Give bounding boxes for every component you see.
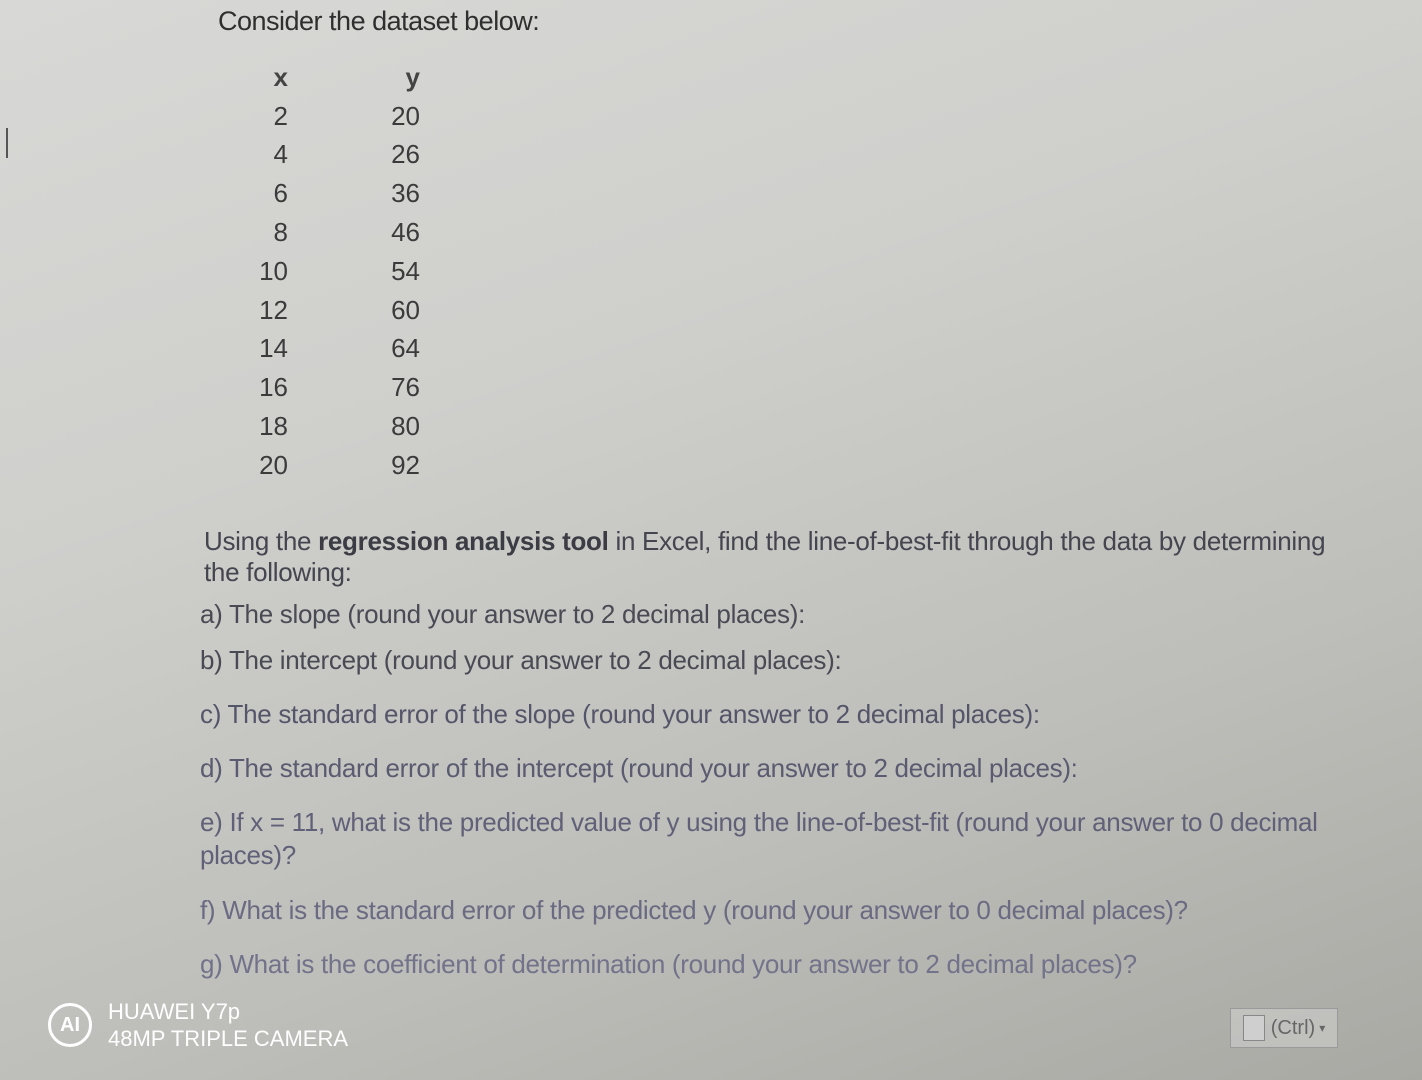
paste-options-label: (Ctrl) [1270,1016,1316,1039]
table-row [240,136,420,175]
table-row [240,407,420,446]
table-row [240,291,420,330]
cell-x: 2 [273,100,288,131]
cell-x: 20 [259,449,288,480]
question-e: e) If x = 11, what is the predicted value of y using the line-of-best-fit (round your answer to 0 decimal places)? [200,807,1318,870]
table-row [240,330,420,369]
cell-x: 14 [259,333,288,364]
cell-x: 18 [259,411,288,442]
cell-x: 12 [259,294,288,325]
question-c: c) The standard error of the slope (round your answer to 2 decimal places): [200,699,1040,729]
watermark-text [108,998,348,1052]
instructions-bold: regression analysis tool [318,526,609,556]
question-g: g) What is the coefficient of determination (round your answer to 2 decimal places)? [200,949,1137,979]
cell-x: 16 [259,372,288,403]
header-y: y [405,61,420,92]
question-block [200,526,1330,980]
cell-y: 54 [391,255,420,286]
table-header-row [240,58,420,97]
table-row [240,213,420,252]
table-row [240,174,420,213]
dataset-table [240,58,420,485]
cell-y: 92 [391,449,420,480]
question-d: d) The standard error of the intercept (round your answer to 2 decimal places): [200,753,1078,783]
table-row [240,252,420,291]
cell-y: 76 [391,372,420,403]
watermark-line1: HUAWEI Y7p [108,999,241,1024]
table-row [240,446,420,485]
instructions-part2: in Excel, find the line-of-best-fit through the data by determining the following: [204,526,1326,587]
cell-y: 46 [391,217,420,248]
table-row [240,368,420,407]
cell-y: 20 [391,100,420,131]
question-f: f) What is the standard error of the predicted y (round your answer to 0 decimal places)? [200,895,1188,925]
cell-y: 80 [391,411,420,442]
cell-y: 26 [391,139,420,170]
table-row [240,97,420,136]
ai-badge-icon: AI [48,1003,92,1047]
chevron-down-icon: ▾ [1319,1021,1326,1035]
header-x: x [273,61,288,92]
question-a: a) The slope (round your answer to 2 decimal places): [200,599,806,629]
cell-y: 36 [391,178,420,209]
instructions-part1: Using the [204,526,319,556]
instructions [204,526,1330,588]
cell-y: 64 [391,333,420,364]
intro-text: Consider the dataset below: [218,6,540,36]
question-b: b) The intercept (round your answer to 2 decimal places): [200,645,842,675]
cell-x: 6 [273,178,288,209]
camera-watermark [48,998,348,1052]
cell-x: 10 [259,255,288,286]
cell-y: 60 [391,294,420,325]
cell-x: 8 [273,217,288,248]
paste-options-button[interactable] [1230,1008,1338,1048]
watermark-line2: 48MP TRIPLE CAMERA [108,1026,349,1051]
page-edge-marker [0,128,8,158]
cell-x: 4 [273,139,288,170]
clipboard-icon [1243,1015,1265,1041]
